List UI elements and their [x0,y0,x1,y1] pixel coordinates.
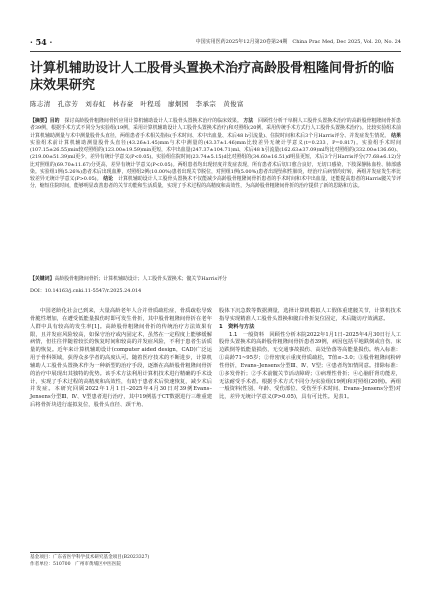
body-left-column [30,308,212,410]
journal-info: 中国实用医药2025年12月第20卷第24期 China Prac Med, Dec 2025, Vol. 20, No. 24 [195,39,401,45]
keywords-label: 【关键词】 [30,276,55,282]
objective-text: 探讨高龄股骨粗隆间骨折应用计算机辅助设计人工股骨头置换术治疗的临床效果。 [64,118,242,124]
running-header [30,36,401,50]
author-list: 陈志清 孔彦芳 刘春虹 林春豪 叶程瑶 廖炯园 李承宗 黄俊富 [30,100,244,108]
abstract [30,118,401,191]
intro-paragraph: 中国老龄化社会已到来，大量高龄老年人合并骨质疏松症，骨质疏松导致骨脆性增加，在遭受低能量损伤时即可发生骨折，其中股骨粗隆间骨折在老年人群中具有较高的发生率[1]。高龄股骨粗隆间骨折的传统治疗方法效果有限，且并发症风险较高，如保守治疗或内固定术，虽然在一定程度上能够缓解病情，但往往伴随着较长的恢复时间和较高的并发症风险，不利于患者生活质量的恢复。近年来计算机辅助设计(computer aided design，CAD)广泛运用于骨科领域，获得众多学者的高度认可。随着医疗技术的不断进步，计算机辅助人工股骨头置换术作为一种新型的治疗手段，逐渐在高龄股骨粗隆间骨折的治疗中展现出其独特的优势。该手术方法利用计算机技术进行精确的手术设计，实现了手术过程的高精度和高效性，有助于患者术后快速恢复，减少术后并发症。本研究回顾2022年1月1日–2025年4月30日对39例Evans–Jensens分型Ⅲ、Ⅳ、Ⅴ型患者进行治疗，其中19例基于CT数据进行三维重建后将骨折块进行虚拟复位，股骨头直径、颈干角、 [30,308,212,409]
subsection-heading: 1.1 一般资料 [229,331,265,338]
general-data-paragraph [219,332,401,403]
methods-text: 回顾性分析干阜桐人工股骨头置换术治疗的高龄股骨粗隆间骨折患者39例，根据手术方式不同分为实验组(19例，采用计算机辅助设计人工股骨头置换术治疗)和对照组(20例，采用传统手术方式行人工股骨头置换术治疗)。比较实验组术前计算机辅助测量与术中测量股骨头直径，两组患者手术相关指标(手术时间、术中出血量、术后48 h引流量)、住院时间和术后3个月Harris评分、并发症发生情况。 [30,118,401,139]
methods-label: 方法 [243,118,254,124]
abstract-label: 【摘要】 [30,118,50,124]
conclusion-text: 计算机辅助设计人工股骨头置换术不仅能减少高龄股骨粗隆间骨折患者的手术时间和术中出血量，还能提高患者的Harris髋关节评分，缩短住院时间，能够明显改善患者的关节功能和生活质量，实现了手术过程的高精度和高效性，为高龄股骨粗隆间骨折的治疗提供了新的思路和方法。 [30,176,401,190]
intro-paragraph-continued: 股体下沉急数等数据测量，选择计算机模拟人工假体重建髋关节，计算机技术指导实现精准人工股骨头置换和髋臼骨折复位固定，术后随访疗效满意。 [219,308,401,322]
keywords [30,276,401,283]
header-rule [30,51,401,52]
funding-footnote: 基金项目：广东省医学科学技术研究基金项目(B2023327) [30,555,150,560]
abstract-text [30,118,401,191]
results-label: 结果 [391,132,401,139]
objective-label: 目的 [49,118,60,124]
footnote-rule [30,552,110,553]
results-text: 实验组术前计算机辅助测量股骨头直径(43.26±1.45)mm与术中测量的(43.37±1.46)mm比较差异无统计学意义(t=0.233，P=0.817)。实验组手术时间(107.15±26.55)min较对照组的(123.00±19.59)min更短，术中出血量(247.37±104.71)ml、术后48 h引流量(162.63±37.09)ml均比对照组的(332.00±136.60)、(219.00±51.39)ml更少，差异有统计学意义(P<0.05)。实验组住院时间(23.74±5.15)d比对照组的(34.60±16.51)d明显更短，术后3个月Harris评分(77.68±6.12)分比对照组的(69.70±11.67)分更高，差异有统计学意义(P<0.05)。两组患者均出现轻度并发症表现，所有患者术后切口愈合良好，无切口感染，下肢深静脉血栓、肺部感染。实验组1例(5.26%)患者术后出现血肿，对照组2例(10.00%)患者出现关节脱位，对照组1例(5.00%)患者出现坠积性肺炎，经治疗后病情均好转，两组并发症发生率比较差异无统计学意义(P>0.05)。 [30,139,401,182]
general-data-text: 回顾性分析本院2022年1月1日–2025年4月30日行人工股骨头置换术的高龄股骨粗隆间骨折患者39例，病因包括平地跌倒或自伤、床边跌倒等低能量损伤，无交通事故损伤、高处坠落等高能量损伤。纳入标准：①高龄71~95岁；②骨密度示重度骨质疏松，T值≤–3.0；③股骨粗隆间粉碎性骨折，Evans–Jensens分型Ⅲ、Ⅳ、Ⅴ型；④患者均知情同意。排除标准：①多发骨折；②手术前髋关节活动障碍；③病理性骨折；④心脑肝肾功能差，无法耐受手术者。根据手术方式不同分为实验组(19例)和对照组(20例)。两组一般资料(性别、年龄、受伤部位、受伤至手术时间、Evans–Jensens分型)对比，差异无统计学意义(P>0.05)，具有可比性。见表1。 [219,331,401,401]
page-number: · 54 · [30,37,53,47]
doi-link[interactable]: DOI：10.14163/j.cnki.11-5547/r.2025.24.014 [30,288,142,294]
article-title: 计算机辅助设计人工股骨头置换术治疗高龄股骨粗隆间骨折的临床效果研究 [30,61,395,93]
section-heading: 1 资料与方法 [219,323,255,330]
conclusion-label: 结论 [103,176,114,182]
affiliation-footnote: 作者单位：510700 广州市黄埔区中医医院 [30,562,122,567]
body-right-column [219,308,401,402]
keywords-text: 高龄股骨粗隆间骨折；计算机辅助设计；人工股骨头置换术；髋关节Harris评分 [54,276,227,282]
